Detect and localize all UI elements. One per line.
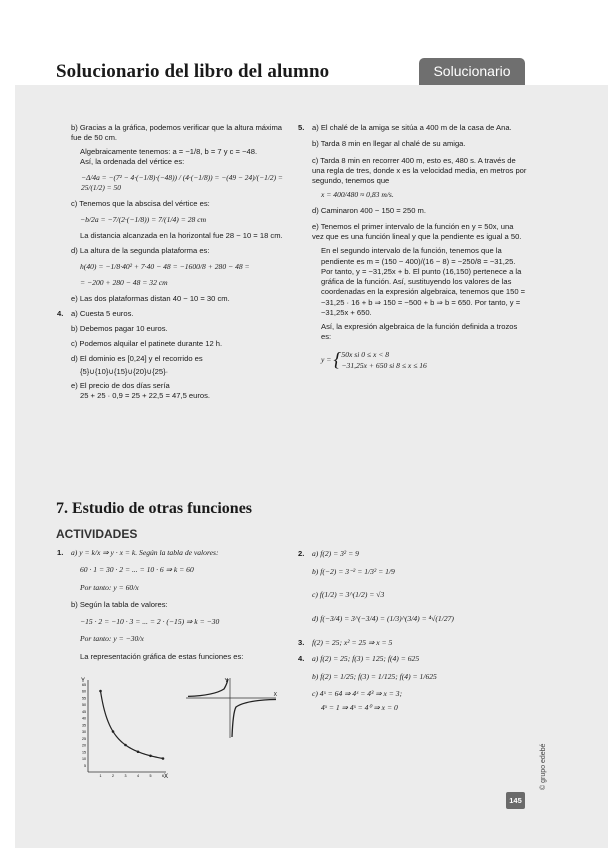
data-point xyxy=(112,730,115,733)
answer-c-distance: La distancia alcanzada en la horizontal fue 28 − 10 = 18 cm. xyxy=(80,231,283,241)
q2-d: d) f(−3/4) = 3^(−3/4) = (1/3)^(3/4) = ⁴√(1/27) xyxy=(312,613,454,623)
y-tick-label: 40 xyxy=(82,716,86,721)
piecewise-function: y = { 50x si 0 ≤ x < 8 −31,25x + 650 si 8 ≤ x ≤ 16 xyxy=(321,348,427,371)
q4b-b: b) f(2) = 1/25; f(3) = 1/125; f(4) = 1/625 xyxy=(312,671,437,681)
curve-line xyxy=(101,691,164,759)
q4-answer-c: c) Podemos alquilar el patinete durante 12 h. xyxy=(71,339,223,349)
question-5-number: 5. xyxy=(298,123,305,132)
answer-e: e) Las dos plataformas distan 40 − 10 = 30 cm. xyxy=(71,294,230,304)
data-point xyxy=(124,744,127,747)
graph-y-60-over-x xyxy=(72,676,170,780)
q4b-c-2: 4ˣ = 1 ⇒ 4ˣ = 4⁰ ⇒ x = 0 xyxy=(321,703,398,712)
q4-answer-e-2: 25 + 25 · 0,9 = 25 + 22,5 = 47,5 euros. xyxy=(80,391,211,401)
x-axis-label: X xyxy=(273,692,277,698)
answer-d-equation-1: h(40) = −1/8·40² + 7·40 − 48 = −1600/8 + 280 − 48 = xyxy=(80,261,250,271)
piece-2: −31,25x + 650 si 8 ≤ x ≤ 16 xyxy=(341,361,427,370)
question-3-number: 3. xyxy=(298,638,305,647)
q2-a: a) f(2) = 3² = 9 xyxy=(312,549,359,558)
q2-b: b) f(−2) = 3⁻² = 1/3² = 1/9 xyxy=(312,567,395,577)
q1-representation: La representación gráfica de estas funciones es: xyxy=(80,651,244,661)
answer-b-equation: −Δ/4a = −(7² − 4·(−1/8)·(−48)) / (4·(−1/8)) = −(49 − 24)/(−1/2) = 25/(1/2) = 50 xyxy=(81,173,283,192)
x-tick-label: 6 xyxy=(162,774,164,778)
q4b-c-1: c) 4ˣ = 64 ⇒ 4ˣ = 4³ ⇒ x = 3; xyxy=(312,688,403,698)
q4-answer-a: a) Cuesta 5 euros. xyxy=(71,308,134,318)
q1-b-line-3: Por tanto: y = −30/x xyxy=(80,634,144,644)
q1-a-line-3: Por tanto: y = 60/x xyxy=(80,582,139,592)
y-tick-label: 15 xyxy=(82,750,86,755)
q1-a-line-1: a) y = k/x ⇒ y · x = k. Según la tabla de valores: xyxy=(71,548,219,557)
question-2-number: 2. xyxy=(298,549,305,558)
answer-d-equation-2: = −200 + 280 − 48 = 32 cm xyxy=(80,278,168,288)
right-column-top xyxy=(298,123,527,374)
page-header-title: Solucionario del libro del alumno xyxy=(56,61,330,82)
hyperbola-branch-right xyxy=(232,700,276,738)
answer-b-ordinate: Así, la ordenada del vértice es: xyxy=(80,156,185,166)
y-tick-label: 50 xyxy=(82,703,86,707)
y-axis-label: Y xyxy=(224,678,228,684)
answer-c-intro: c) Tenemos que la abscisa del vértice es: xyxy=(71,198,210,208)
q1-b-line-1: b) Según la tabla de valores: xyxy=(71,599,168,609)
q5-answer-e-1: e) Tenemos el primer intervalo de la función en y = 50x, una vez que es una función lineal y que la pendiente es igual a 50. xyxy=(312,221,522,241)
data-point xyxy=(149,755,152,758)
q4-answer-e-1: e) El precio de dos días sería xyxy=(71,380,170,390)
question-1-number: 1. xyxy=(57,548,64,557)
y-tick-label: 55 xyxy=(82,696,86,701)
page-number: 145 xyxy=(506,792,525,809)
x-tick-label: 5 xyxy=(149,774,152,778)
q1-b-line-2: −15 · 2 = −10 · 3 = ... = 2 · (−15) ⇒ k = −30 xyxy=(80,617,220,626)
q5-answer-c-equation: x = 400/480 ≈ 0,83 m/s. xyxy=(321,190,394,200)
data-point xyxy=(137,750,140,753)
x-tick-label: 1 xyxy=(99,774,102,778)
x-tick-label: 4 xyxy=(137,774,139,778)
y-tick-label: 35 xyxy=(82,723,86,728)
graph-y-minus-30-over-x xyxy=(184,676,280,740)
bottom-right-column xyxy=(298,549,527,713)
y-axis-label: Y xyxy=(80,678,85,684)
q5-answer-e-3: Así, la expresión algebraica de la función definida a trozos es: xyxy=(321,322,518,342)
answer-d-intro: d) La altura de la segunda plataforma es: xyxy=(71,245,210,255)
q5-answer-c: c) Tarda 8 min en recorrer 400 m, esto es, 480 s. A través de una regla de tres, donde x es la velocidad media, en metros por segundo, tenemos que xyxy=(312,155,527,185)
y-tick-label: 45 xyxy=(82,709,86,714)
q4-answer-d-2: {5}∪{10}∪{15}∪{20}∪{25}· xyxy=(80,366,169,376)
left-column-top xyxy=(57,123,286,401)
answer-b-algebra: Algebraicamente tenemos: a = −1/8, b = 7 y c = −48. xyxy=(80,146,258,156)
q4b-a: a) f(2) = 25; f(3) = 125; f(4) = 625 xyxy=(312,654,420,664)
hyperbola-branch-left xyxy=(188,679,228,696)
y-tick-label: 65 xyxy=(82,682,86,687)
q5-answer-e-2: En el segundo intervalo de la función, tenemos que la pendiente es m = (150 − 400)/(16 − 8) = −250/8 = −31,25. Por tanto, y = −31,25x + b. El punto (16,150) pertenece a la gráfica de la función. Así, sustituyendo los valores de las coordenadas en la expresión algebraica, tenemos que 150 = −31,25 · 16 + b ⇒ 150 = −500 + b ⇒ b = 650. Por tanto, y = −31,25x + 650. xyxy=(321,246,526,317)
q4-answer-d-1: d) El dominio es [0,24] y el recorrido es xyxy=(71,354,203,364)
bottom-left-column xyxy=(57,548,286,662)
y-tick-label: 5 xyxy=(84,763,86,768)
q5-answer-b: b) Tarda 8 min en llegar al chalé de su amiga. xyxy=(312,139,466,149)
x-tick-label: 3 xyxy=(124,774,127,778)
piece-1: 50x si 0 ≤ x < 8 xyxy=(341,349,390,359)
section-tab: Solucionario xyxy=(419,58,525,85)
answer-b-intro: b) Gracias a la gráfica, podemos verificar que la altura máxima fue de 50 cm. xyxy=(71,123,283,143)
question-4-number: 4. xyxy=(57,308,64,318)
y-tick-label: 10 xyxy=(82,757,86,761)
activities-heading: ACTIVIDADES xyxy=(56,527,138,541)
x-axis-label: X xyxy=(163,774,168,780)
y-tick-label: 25 xyxy=(82,736,86,741)
q5-answer-d: d) Caminaron 400 − 150 = 250 m. xyxy=(312,205,426,215)
y-tick-label: 60 xyxy=(82,689,86,694)
q3-answer: f(2) = 25; x² = 25 ⇒ x = 5 xyxy=(312,638,393,647)
data-point xyxy=(162,757,165,760)
y-tick-label: 20 xyxy=(82,743,86,748)
q5-answer-a: a) El chalé de la amiga se sitúa a 400 m de la casa de Ana. xyxy=(312,123,512,132)
data-point xyxy=(99,690,102,693)
y-tick-label: 30 xyxy=(82,730,86,734)
answer-c-equation: −b/2a = −7/(2·(−1/8)) = 7/(1/4) = 28 cm xyxy=(80,215,207,225)
q2-c: c) f(1/2) = 3^(1/2) = √3 xyxy=(312,589,385,599)
q1-a-line-2: 60 · 1 = 30 · 2 = ... = 10 · 6 ⇒ k = 60 xyxy=(80,565,194,575)
question-4b-number: 4. xyxy=(298,654,305,664)
section-title: 7. Estudio de otras funciones xyxy=(56,500,253,517)
q4-answer-b: b) Debemos pagar 10 euros. xyxy=(71,323,168,333)
x-tick-label: 2 xyxy=(112,774,114,778)
publisher-credit: © grupo edebé xyxy=(540,743,547,790)
